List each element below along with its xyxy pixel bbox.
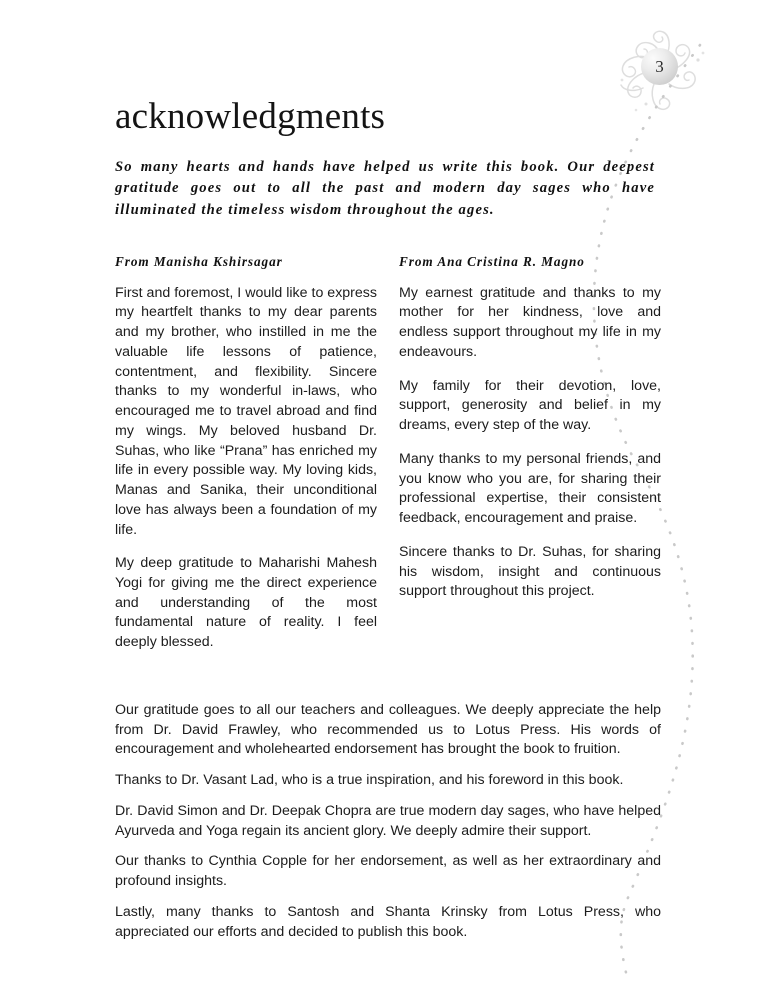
two-column-section	[115, 254, 661, 653]
paragraph: My deep gratitude to Maharishi Mahesh Yogi for giving me the direct experience and understanding of the most fundamental nature of reality. I feel deeply blessed.	[115, 555, 377, 651]
page-content	[115, 0, 661, 953]
column-heading-ana-cristina: From Ana Cristina R. Magno	[399, 253, 585, 269]
page-title: acknowledgments	[115, 96, 386, 137]
column-heading-manisha: From Manisha Kshirsagar	[115, 253, 283, 269]
column-manisha	[115, 254, 377, 653]
paragraph: My earnest gratitude and thanks to my mother for her kindness, love and endless support throughout my life in my endeavours.	[399, 284, 661, 360]
paragraph: First and foremost, I would like to express my heartfelt thanks to my dear parents and my brother, who instilled in me the valuable life lessons of patience, contentment, and flexibility. Sincere thanks to my wonderful in-laws, who encouraged me to travel abroad and find my wings. My beloved husband Dr. Suhas, who like “Prana” has enriched my life in every possible way. My loving kids, Manas and Sanika, their unconditional love has always been a foundation of my life.	[115, 284, 377, 538]
paragraph: My family for their devotion, love, support, generosity and belief in my dreams, every step of the way.	[399, 377, 661, 434]
paragraph: Many thanks to my personal friends, and you know who you are, for sharing their professional expertise, their consistent feedback, encouragement and praise.	[399, 450, 661, 527]
paragraph: Our thanks to Cynthia Copple for her endorsement, as well as her extraordinary and profound insights.	[115, 853, 661, 890]
column-ana-cristina	[399, 254, 661, 653]
closing-section	[115, 701, 661, 942]
paragraph: Sincere thanks to Dr. Suhas, for sharing his wisdom, insight and continuous support throughout this project.	[399, 543, 661, 600]
intro-paragraph: So many hearts and hands have helped us write this book. Our deepest gratitude goes out to all the past and modern day sages who have illuminated the timeless wisdom throughout the ages.	[115, 159, 655, 218]
paragraph: Thanks to Dr. Vasant Lad, who is a true inspiration, and his foreword in this book.	[115, 772, 624, 789]
paragraph: Lastly, many thanks to Santosh and Shanta Krinsky from Lotus Press, who appreciated our efforts and decided to publish this book.	[115, 903, 661, 940]
paragraph: Dr. David Simon and Dr. Deepak Chopra are true modern day sages, who have helped Ayurveda and Yoga regain its ancient glory. We deeply admire their support.	[115, 802, 661, 839]
paragraph: Our gratitude goes to all our teachers and colleagues. We deeply appreciate the help from Dr. David Frawley, who recommended us to Lotus Press. His words of encouragement and wholehearted endorsement has brought the book to fruition.	[115, 701, 661, 758]
page-number: 3	[655, 56, 664, 76]
